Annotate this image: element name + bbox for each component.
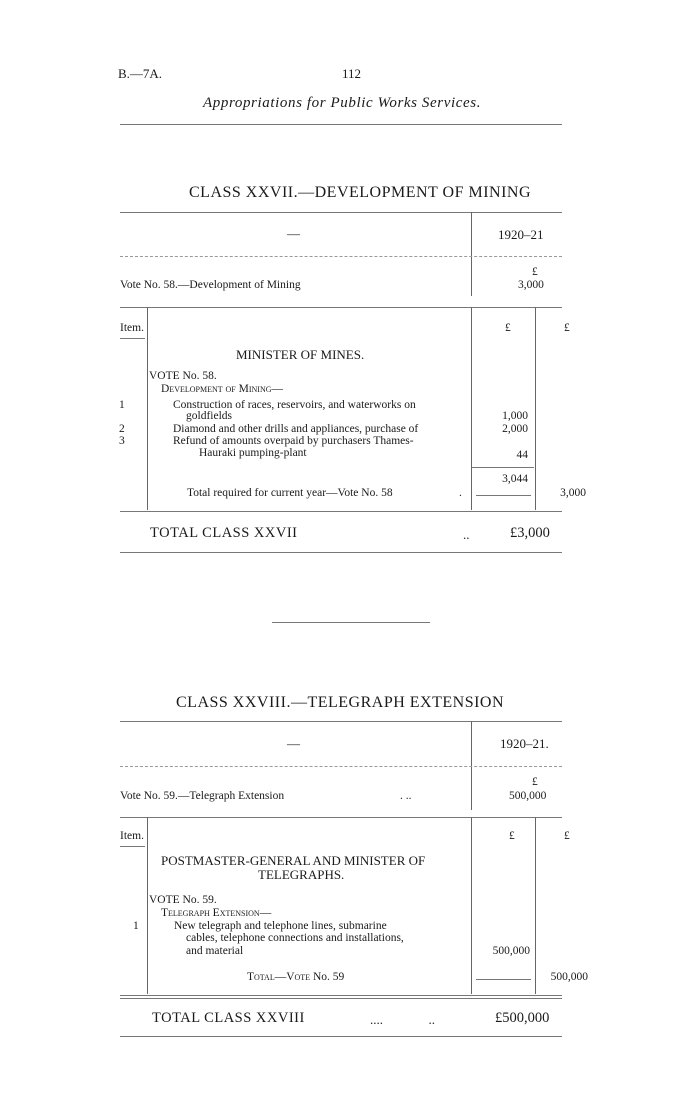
s1-item-2-text: Diamond and other drills and appliances, purchase of — [173, 423, 419, 435]
s2-col-pound2: £ — [564, 830, 570, 842]
s2-minister-line1: POSTMASTER-GENERAL AND MINISTER OF — [161, 853, 426, 868]
s1-minister: MINISTER OF MINES. — [236, 347, 365, 362]
s1-item-divider — [147, 307, 148, 510]
s2-vote-dots: . .. — [400, 790, 412, 802]
s1-table-bottom-rule — [120, 511, 562, 512]
s1-vote-no: VOTE No. 58. — [149, 370, 217, 382]
s2-item-1-text-cont2: and material — [186, 945, 244, 957]
s2-item-1-text-cont: cables, telephone connections and installations, — [186, 932, 404, 944]
s1-header-divider — [471, 212, 472, 296]
s1-col-pound1: £ — [505, 322, 511, 334]
page-number: 112 — [342, 66, 362, 81]
s1-class-total-dots: .. — [463, 527, 470, 542]
s2-dash: — — [287, 736, 300, 751]
section-separator — [272, 622, 430, 623]
s1-table-top-rule — [120, 307, 562, 308]
s2-table-bottom-rule-2 — [120, 998, 562, 999]
s2-item-divider — [147, 817, 148, 994]
s2-minister-line2: TELEGRAPHS. — [258, 867, 345, 882]
s2-item-1-amount: 500,000 — [492, 945, 530, 957]
document-reference: B.—7A. — [118, 66, 163, 81]
s2-end-rule — [120, 1036, 562, 1037]
s1-total-label: Total required for current year—Vote No. 58 — [187, 487, 393, 499]
s2-class-total-amount: £500,000 — [495, 1010, 550, 1026]
s1-item-3-num: 3 — [119, 435, 125, 447]
s2-total-label: Total—Vote No. 59 — [247, 971, 345, 983]
class-xxvii-title: CLASS XXVII.—DEVELOPMENT OF MINING — [189, 184, 532, 201]
s2-table-top-rule — [120, 817, 562, 818]
header-rule — [120, 124, 562, 125]
s1-subtotal-rule — [472, 467, 534, 468]
s2-vote-amount: 500,000 — [509, 790, 547, 802]
s1-total-divider — [535, 307, 536, 510]
s1-item-1-text: Construction of races, reservoirs, and waterworks on — [173, 399, 416, 411]
s2-col-pound1: £ — [509, 830, 515, 842]
page-subtitle: Appropriations for Public Works Services. — [203, 95, 482, 111]
s1-item-underline — [120, 338, 145, 339]
s2-year: 1920–21. — [500, 736, 549, 751]
s2-vote-line: Vote No. 59.—Telegraph Extension — [120, 790, 285, 802]
class-xxviii-title: CLASS XXVIII.—TELEGRAPH EXTENSION — [176, 694, 505, 711]
s2-top-rule — [120, 721, 562, 722]
s1-class-total-label: TOTAL CLASS XXVII — [150, 525, 298, 541]
s2-year-rule — [120, 766, 562, 767]
s2-item-1-num: 1 — [133, 920, 139, 932]
s1-col-pound2: £ — [564, 322, 570, 334]
s1-subhead: Development of Mining— — [161, 383, 283, 395]
s2-item-underline — [120, 846, 145, 847]
s2-total-dash — [476, 979, 531, 980]
s2-item-1-text: New telegraph and telephone lines, submarine — [174, 920, 387, 932]
s1-item-1-num: 1 — [119, 399, 125, 411]
s1-total-amount: 3,000 — [560, 487, 586, 499]
s2-table-bottom-rule — [120, 995, 562, 996]
s1-total-dash — [476, 495, 531, 496]
s1-item-3-text-cont: Hauraki pumping-plant — [199, 447, 307, 459]
s1-col-item: Item. — [120, 322, 144, 334]
s1-end-rule — [120, 552, 562, 553]
s1-top-rule — [120, 212, 562, 213]
s1-item-2-amount: 2,000 — [502, 423, 528, 435]
s1-vote-line: Vote No. 58.—Development of Mining — [120, 279, 301, 291]
s1-item-1-text-cont: goldfields — [186, 410, 232, 422]
s2-total-amount: 500,000 — [550, 971, 588, 983]
s2-subhead: Telegraph Extension— — [161, 907, 272, 919]
s2-class-total-label: TOTAL CLASS XXVIII — [152, 1010, 305, 1026]
s1-dash: — — [287, 226, 300, 241]
s1-item-1-amount: 1,000 — [502, 410, 528, 422]
s1-item-2-num: 2 — [119, 423, 125, 435]
s1-year-rule — [120, 256, 562, 257]
s2-class-total-dots: .... .. — [370, 1012, 435, 1027]
s1-class-total-amount: £3,000 — [510, 525, 550, 541]
s1-vote-amount: 3,000 — [518, 279, 544, 291]
s2-vote-pound: £ — [532, 776, 538, 788]
s2-total-divider — [535, 817, 536, 994]
s1-item-3-text: Refund of amounts overpaid by purchasers Thames- — [173, 435, 414, 447]
s1-total-dot: . — [459, 487, 462, 499]
s1-year: 1920–21 — [498, 227, 544, 242]
s1-vote-pound: £ — [532, 266, 538, 278]
s2-vote-no: VOTE No. 59. — [149, 894, 217, 906]
s2-amount-divider — [471, 817, 472, 994]
s1-item-3-amount: 44 — [516, 449, 528, 461]
s2-col-item: Item. — [120, 830, 144, 842]
s1-subtotal: 3,044 — [502, 473, 528, 485]
s1-amount-divider — [471, 307, 472, 510]
